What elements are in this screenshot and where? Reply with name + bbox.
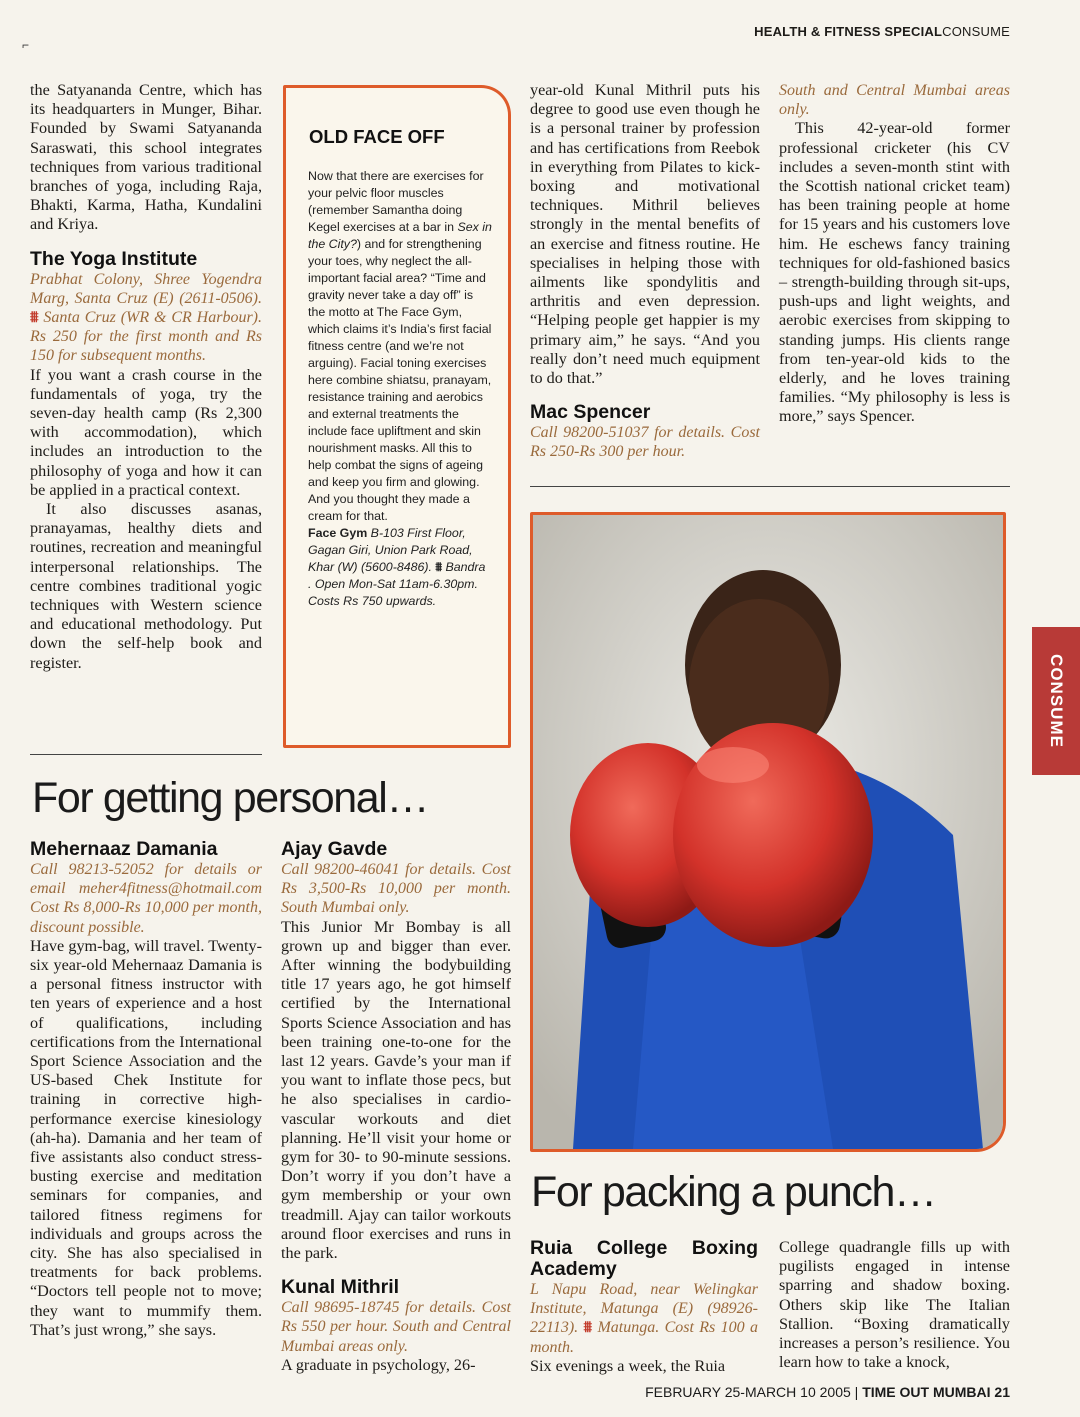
- column-ruia: [530, 1238, 758, 1376]
- rail-icon: ⩩: [30, 309, 39, 327]
- kunal-intro: A graduate in psychology, 26-: [281, 1355, 476, 1374]
- old-face-off-sidebar: [283, 85, 511, 748]
- yoga-paragraph-1: If you want a crash course in the fundamentals of yoga, try the seven-day health camp (Rs 2,300 with accommodation), which includes an introduction to the philosophy of yoga and how it can be applied in a practical context.: [30, 365, 262, 499]
- column-yoga: [30, 81, 262, 673]
- divider: [30, 754, 262, 755]
- mac-spencer-paragraph: This 42-year-old former professional cricketer (his CV includes a seven-month stint with the Scottish national cricket team) has been training people at home for 15 years and his customers love him. He eschews fancy training techniques for old-fashioned basics – strength-building through sit-ups, push-ups and light weights, and aerobic exercises from skipping to standing jumps. His clients range from ten-year-old kids to the elderly, and he loves training families. “My philosophy is less is more,” says Spencer.: [779, 119, 1010, 426]
- mehernaaz-info: Call 98213-52052 for details or email meher4fitness@hotmail.com Cost Rs 8,000-Rs 10,000 per month, discount possible.: [30, 861, 262, 936]
- sidebar-info: Face Gym B-103 First Floor, Gagan Giri, Union Park Road, Khar (W) (5600-8486). ⩩ Bandra . Open Mon-Sat 11am-6.30pm. Costs Rs 750 upwards.: [308, 526, 486, 608]
- boxer-illustration: [533, 515, 1003, 1149]
- ruia-heading: Ruia College Boxing Academy: [530, 1237, 758, 1280]
- yoga-institute-heading: The Yoga Institute: [30, 247, 198, 270]
- satyananda-paragraph: the Satyananda Centre, which has its headquarters in Munger, Bihar. Founded by Swami Satyananda Saraswati, this school integrates techniques from various traditional branches of yoga, including Raja, Bhakti, Karma, Hatha, Kundalini and Kriya.: [30, 81, 262, 234]
- rail-icon: ⩩: [435, 560, 443, 574]
- mehernaaz-paragraph: Have gym-bag, will travel. Twenty-six year-old Mehernaaz Damania is a personal fitness instructor with ten years of experience and a host of qualifications, including certifications from the International Sport Science Association and the US-based Chek Institute for training in corrective high-performance exercise kinesiology (ah-ha). Damania and her team of five assistants also conduct stress-busting exercise and meditation seminars for companies, and tailored fitness regimens for individuals and groups across the city. She has also specialised in treatments for back problems. “Doctors tell people not to move; they want to mummify them. That’s just wrong,” she says.: [30, 936, 262, 1339]
- yoga-institute-info: Prabhat Colony, Shree Yogendra Marg, Santa Cruz (E) (2611-0506). ⩩ Santa Cruz (WR & CR Harbour). Rs 250 for the first month and Rs 150 for subsequent months.: [30, 270, 262, 365]
- headline-getting-personal: For getting personal…: [32, 774, 429, 822]
- ajay-heading: Ajay Gavde: [281, 838, 388, 860]
- headline-packing-punch: For packing a punch…: [531, 1168, 936, 1216]
- column-mehernaaz: [30, 839, 262, 1340]
- sidebar-title: OLD FACE OFF: [309, 126, 445, 147]
- kunal-heading: Kunal Mithril: [281, 1276, 400, 1299]
- section-side-tab: CONSUME: [1032, 627, 1080, 775]
- kunal-info: Call 98695-18745 for details. Cost Rs 550 per hour. South and Central Mumbai areas only.: [281, 1299, 511, 1355]
- divider: [530, 486, 1010, 487]
- rail-icon: ⩩: [583, 1319, 593, 1337]
- ajay-info: Call 98200-46041 for details. Cost Rs 3,500-Rs 10,000 per month. South Mumbai only.: [281, 861, 511, 917]
- page-footer: FEBRUARY 25-MARCH 10 2005 | TIME OUT MUMBAI 21: [645, 1384, 1010, 1400]
- column-kunal-continued: [530, 81, 760, 462]
- column-mac-spencer: [779, 81, 1010, 427]
- ruia-info: L Napu Road, near Welingkar Institute, Matunga (E) (98926-22113). ⩩ Matunga. Cost Rs 100 a month.: [530, 1281, 759, 1356]
- mac-spencer-heading: Mac Spencer: [530, 401, 651, 424]
- mac-spencer-area: South and Central Mumbai areas only.: [779, 82, 1010, 119]
- yoga-paragraph-2: It also discusses asanas, pranayamas, healthy diets and routines, recreation and meaningful interpersonal relationships. The centre combines traditional yogic techniques with Western science and educational methodology. Put down the self-help book and register.: [30, 500, 262, 672]
- column-ajay-kunal: [281, 839, 511, 1375]
- kunal-paragraph: year-old Kunal Mithril puts his degree to good use even though he is a personal trainer by profession and has certifications from Reebok in everything from Pilates to kick-boxing and motivational techniques. Mithril believes strongly in the mental benefits of an exercise and fitness routine. He specialises in helping those with ailments like spondylitis and arthritis and even depression. “Helping people get happier is my primary aim,” he says. “And you really don’t need much equipment to do that.”: [530, 81, 760, 388]
- column-ruia-continued: [779, 1238, 1010, 1372]
- section-header: HEALTH & FITNESS SPECIALCONSUME: [754, 24, 1010, 39]
- boxer-photo: [530, 512, 1006, 1152]
- sidebar-paragraph-2: And you thought they made a cream for that.: [308, 492, 470, 523]
- ruia-continued-paragraph: College quadrangle fills up with pugilists engaged in intense sparring and shadow boxing. Others skip like The Italian Stallion. “Boxing dramatically increases a person’s resilience. You learn how to take a knock,: [779, 1238, 1010, 1372]
- sidebar-paragraph-1: Now that there are exercises for your pelvic floor muscles (remember Samantha doing Kegel exercises at a bar in Sex in the City?) and for strengthening your toes, why neglect the all-important facial area? “Time and gravity never take a day off” is the motto at The Face Gym, which claims it’s India’s first facial fitness centre (and we’re not arguing). Facial toning exercises here combine shiatsu, pranayam, resistance training and aerobics and external treatments the include face upliftment and skin nourishment masks. All this to help combat the signs of ageing and keep you firm and glowing.: [308, 169, 492, 489]
- mac-spencer-info: Call 98200-51037 for details. Cost Rs 250-Rs 300 per hour.: [530, 424, 760, 461]
- mehernaaz-heading: Mehernaaz Damania: [30, 838, 218, 860]
- ruia-paragraph: Six evenings a week, the Ruia: [530, 1356, 726, 1375]
- crop-mark-icon: ⌐: [22, 38, 30, 52]
- sidebar-body: [308, 168, 492, 610]
- ajay-paragraph: This Junior Mr Bombay is all grown up and bigger than ever. After winning the bodybuilding title 17 years ago, he got himself certified by the International Sports Science Association and has been training one-to-one for the last 12 years. Gavde’s your man if you want to inflate those pecs, but he also specialises in cardio-vascular workouts and diet planning. He’ll visit your home or gym for 30- to 90-minute sessions. Don’t worry if you don’t have a gym membership or your own treadmill. Ajay can tailor workouts around floor exercises and runs in the park.: [281, 917, 511, 1263]
